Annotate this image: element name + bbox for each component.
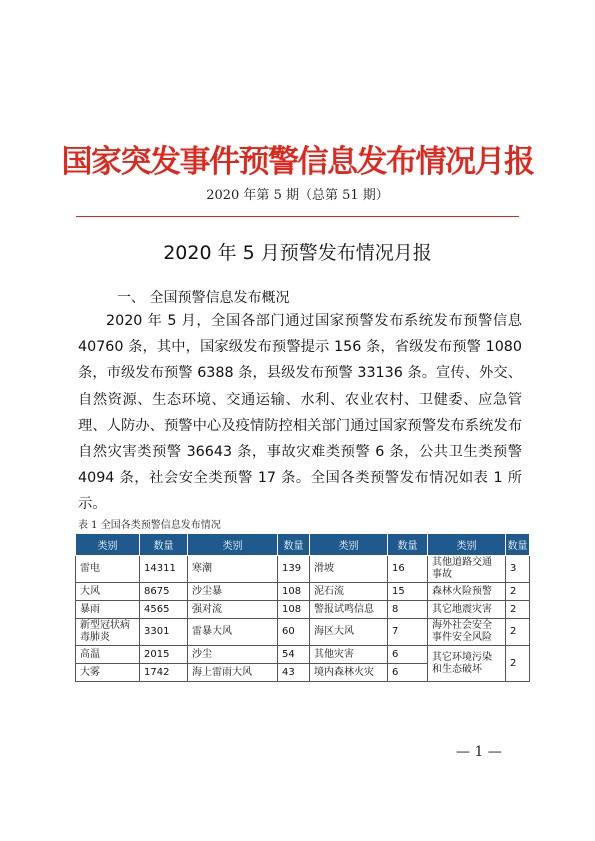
table-cell: 其它地震灾害 <box>428 601 506 619</box>
table-cell: 2 <box>506 646 530 682</box>
table-cell: 大雾 <box>76 664 140 682</box>
table-cell: 寒潮 <box>188 556 278 583</box>
table-cell: 6 <box>388 664 428 682</box>
table-cell: 2 <box>506 601 530 619</box>
table-cell: 3 <box>506 556 530 583</box>
table-cell: 泥石流 <box>310 583 388 601</box>
table-cell: 54 <box>278 646 310 664</box>
table-cell: 139 <box>278 556 310 583</box>
column-header: 数量 <box>278 534 310 556</box>
column-header: 类别 <box>310 534 388 556</box>
table-cell: 14311 <box>140 556 188 583</box>
table-cell: 其它环境污染和生态破坏 <box>428 646 506 682</box>
table-cell: 8675 <box>140 583 188 601</box>
table-cell: 60 <box>278 619 310 646</box>
table-cell: 沙尘暴 <box>188 583 278 601</box>
table-cell: 3301 <box>140 619 188 646</box>
table-cell: 16 <box>388 556 428 583</box>
table-header-row <box>76 534 530 556</box>
table-cell: 高温 <box>76 646 140 664</box>
body-paragraph <box>78 308 522 518</box>
table-cell: 海上雷雨大风 <box>188 664 278 682</box>
table-cell: 2 <box>506 619 530 646</box>
table-cell: 2 <box>506 583 530 601</box>
column-header: 类别 <box>188 534 278 556</box>
table-cell: 15 <box>388 583 428 601</box>
red-divider <box>76 216 519 217</box>
column-header: 类别 <box>428 534 506 556</box>
table-cell: 8 <box>388 601 428 619</box>
table-cell: 7 <box>388 619 428 646</box>
table-cell: 108 <box>278 583 310 601</box>
table-caption: 表 1 全国各类预警信息发布情况 <box>78 520 221 531</box>
column-header: 数量 <box>140 534 188 556</box>
section-heading: 一、 全国预警信息发布概况 <box>117 290 290 306</box>
paragraph-text: 2020 年 5 月，全国各部门通过国家预警发布系统发布预警信息 40760 条，其中，国家级发布预警提示 156 条，省级发布预警 1080 条，市级发布预警 6388 条，县级发布预警 33136 条。宣传、外交、自然资源、生态环境、交通运输、水利、农业农村、卫健委、应急管理、人防办、预警中心及疫情防控相关部门通过国家预警发布系统发布自然灾害类预警 36643 条，事故灾难类预警 6 条，公共卫生类预警 4094 条，社会安全类预警 17 条。全国各类预警发布情况如表 1 所示。 <box>78 313 522 513</box>
table-cell: 43 <box>278 664 310 682</box>
table-cell: 强对流 <box>188 601 278 619</box>
warning-stats-table <box>75 533 530 682</box>
page-number: — 1 — <box>456 744 502 760</box>
table-cell: 森林火险预警 <box>428 583 506 601</box>
table-cell: 雷电 <box>76 556 140 583</box>
column-header: 类别 <box>76 534 140 556</box>
table-cell: 其他灾害 <box>310 646 388 664</box>
table-cell: 警报试鸣信息 <box>310 601 388 619</box>
table-cell: 暴雨 <box>76 601 140 619</box>
document-title: 2020 年 5 月预警发布情况月报 <box>163 242 432 264</box>
table-row <box>76 646 530 664</box>
table-cell: 境内森林火灾 <box>310 664 388 682</box>
table-cell: 海外社会安全事件安全风险 <box>428 619 506 646</box>
table-cell: 滑坡 <box>310 556 388 583</box>
table-row <box>76 619 530 646</box>
table-row <box>76 601 530 619</box>
table-row <box>76 556 530 583</box>
column-header: 数量 <box>506 534 530 556</box>
table-cell: 大风 <box>76 583 140 601</box>
table-cell: 沙尘 <box>188 646 278 664</box>
table-cell: 1742 <box>140 664 188 682</box>
table-row <box>76 583 530 601</box>
masthead-title: 国家突发事件预警信息发布情况月报 <box>61 144 534 180</box>
table-cell: 4565 <box>140 601 188 619</box>
table-cell: 新型冠状病毒肺炎 <box>76 619 140 646</box>
table-cell: 6 <box>388 646 428 664</box>
table-cell: 其他道路交通事故 <box>428 556 506 583</box>
table-cell: 108 <box>278 601 310 619</box>
table-cell: 2015 <box>140 646 188 664</box>
issue-number: 2020 年第 5 期（总第 51 期） <box>206 188 389 203</box>
table-cell: 雷暴大风 <box>188 619 278 646</box>
table-cell: 海区大风 <box>310 619 388 646</box>
column-header: 数量 <box>388 534 428 556</box>
